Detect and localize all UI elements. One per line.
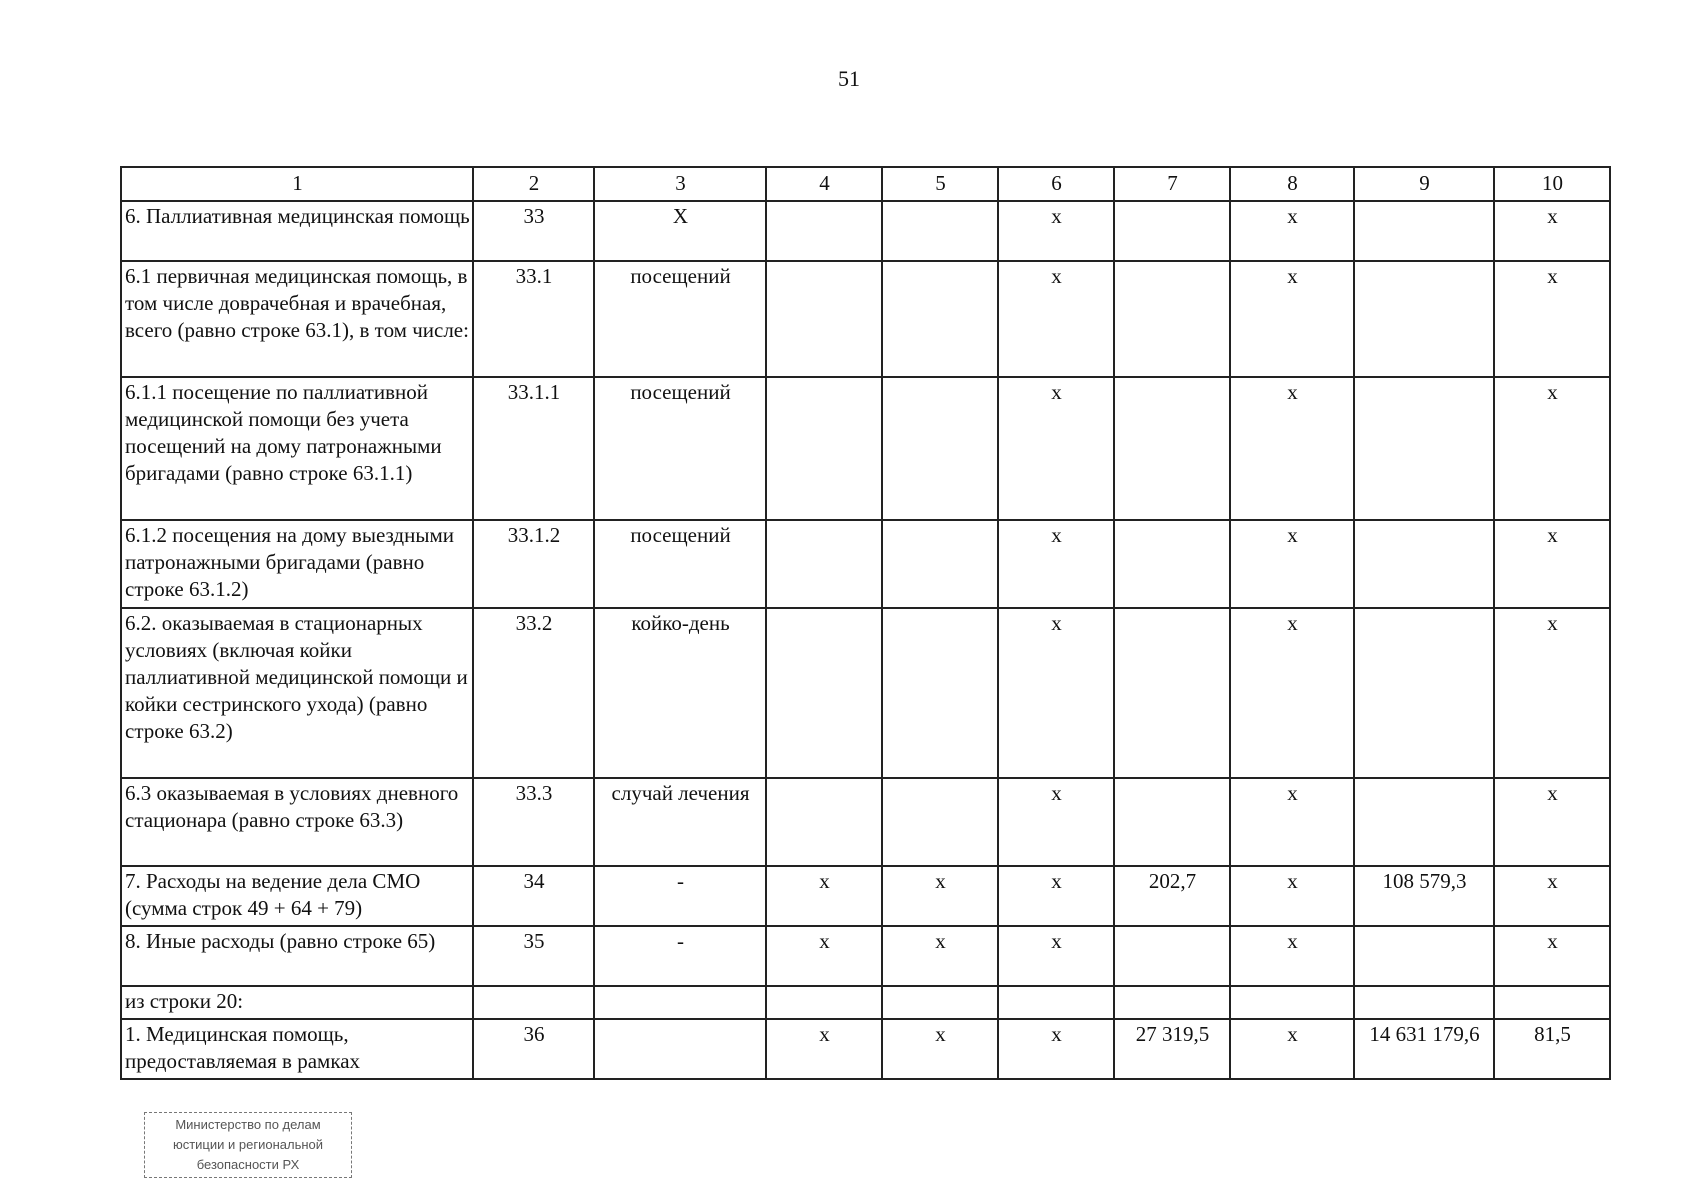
row-unit: - (594, 866, 766, 926)
table-cell (1354, 520, 1494, 608)
table-cell (1354, 986, 1494, 1019)
row-code: 33.1 (473, 261, 594, 377)
row-unit: койко-день (594, 608, 766, 778)
table-cell (882, 778, 998, 866)
row-unit: Х (594, 201, 766, 261)
table-cell (1354, 261, 1494, 377)
row-code: 36 (473, 1019, 594, 1079)
table-cell (1114, 778, 1230, 866)
col-header-8: 8 (1230, 167, 1354, 201)
table-cell: х (1494, 608, 1610, 778)
table-cell: х (998, 261, 1114, 377)
row-unit: - (594, 926, 766, 986)
table-cell: 108 579,3 (1354, 866, 1494, 926)
row-label: 6.1 первичная медицинская помощь, в том числе доврачебная и врачебная, всего (равно строке 63.1), в том числе: (121, 261, 473, 377)
table-cell (766, 261, 882, 377)
table-cell (1114, 377, 1230, 520)
table-row (121, 778, 1610, 866)
table-cell: х (998, 1019, 1114, 1079)
table-cell (766, 778, 882, 866)
table-cell: х (998, 866, 1114, 926)
table-cell: х (882, 866, 998, 926)
table-row (121, 377, 1610, 520)
table-cell: 81,5 (1494, 1019, 1610, 1079)
row-label: 6.2. оказываемая в стационарных условиях (включая койки паллиативной медицинской помощи и койки сестринского ухода) (равно строке 63.2) (121, 608, 473, 778)
table-cell (1114, 520, 1230, 608)
row-label: 6.1.1 посещение по паллиативной медицинской помощи без учета посещений на дому патронажными бригадами (равно строке 63.1.1) (121, 377, 473, 520)
table-cell: х (1230, 778, 1354, 866)
row-code: 33 (473, 201, 594, 261)
table-cell: х (998, 377, 1114, 520)
table-cell: х (1494, 866, 1610, 926)
table-cell: х (766, 866, 882, 926)
row-code: 33.1.1 (473, 377, 594, 520)
table-cell (766, 608, 882, 778)
col-header-1: 1 (121, 167, 473, 201)
table-cell: х (1494, 201, 1610, 261)
table-row (121, 201, 1610, 261)
row-label: 6.1.2 посещения на дому выездными патронажными бригадами (равно строке 63.1.2) (121, 520, 473, 608)
row-label: 8. Иные расходы (равно строке 65) (121, 926, 473, 986)
table-cell: 202,7 (1114, 866, 1230, 926)
table-cell (882, 986, 998, 1019)
table-row (121, 261, 1610, 377)
table-cell (882, 520, 998, 608)
table-cell (998, 986, 1114, 1019)
table-row (121, 986, 1610, 1019)
stamp-line: безопасности РХ (196, 1157, 300, 1172)
row-label: из строки 20: (121, 986, 473, 1019)
table-cell (882, 377, 998, 520)
table-cell (1494, 986, 1610, 1019)
table-cell (882, 608, 998, 778)
row-code: 33.3 (473, 778, 594, 866)
table-cell: х (1230, 201, 1354, 261)
table-cell: х (998, 201, 1114, 261)
table-cell (1354, 926, 1494, 986)
table-cell: х (1494, 377, 1610, 520)
row-unit (594, 1019, 766, 1079)
table-cell: х (766, 926, 882, 986)
row-code: 33.1.2 (473, 520, 594, 608)
table-cell (766, 201, 882, 261)
row-code: 33.2 (473, 608, 594, 778)
stamp-line: Министерство по делам (175, 1117, 321, 1132)
table-cell (1354, 778, 1494, 866)
table-cell: х (882, 926, 998, 986)
table-cell: х (998, 520, 1114, 608)
table-cell: х (998, 608, 1114, 778)
table-cell (1354, 201, 1494, 261)
table-cell: 27 319,5 (1114, 1019, 1230, 1079)
table-cell (1230, 986, 1354, 1019)
table-cell (766, 986, 882, 1019)
col-header-6: 6 (998, 167, 1114, 201)
table-cell: х (1494, 261, 1610, 377)
table-cell: х (998, 926, 1114, 986)
row-unit: посещений (594, 377, 766, 520)
row-label: 7. Расходы на ведение дела СМО (сумма строк 49 + 64 + 79) (121, 866, 473, 926)
table-cell: х (882, 1019, 998, 1079)
table-cell: х (998, 778, 1114, 866)
table-cell: 14 631 179,6 (1354, 1019, 1494, 1079)
table-row (121, 520, 1610, 608)
table-cell (1114, 261, 1230, 377)
row-unit: посещений (594, 520, 766, 608)
ministry-stamp (144, 1112, 352, 1178)
table-cell (882, 261, 998, 377)
table-cell (766, 520, 882, 608)
table-cell: х (1494, 926, 1610, 986)
row-label: 6.3 оказываемая в условиях дневного стационара (равно строке 63.3) (121, 778, 473, 866)
table-cell (766, 377, 882, 520)
row-code: 35 (473, 926, 594, 986)
table-cell: х (1230, 520, 1354, 608)
table-cell: х (1230, 608, 1354, 778)
table-cell (1114, 608, 1230, 778)
row-unit: посещений (594, 261, 766, 377)
row-unit (594, 986, 766, 1019)
row-code: 34 (473, 866, 594, 926)
row-unit: случай лечения (594, 778, 766, 866)
table-cell: х (1230, 1019, 1354, 1079)
table-cell (1114, 986, 1230, 1019)
table-cell (1354, 608, 1494, 778)
table-cell: х (1230, 926, 1354, 986)
table-cell: х (1230, 261, 1354, 377)
table-row (121, 926, 1610, 986)
table-cell (1354, 377, 1494, 520)
table-cell (882, 201, 998, 261)
table-cell: х (1230, 377, 1354, 520)
col-header-7: 7 (1114, 167, 1230, 201)
row-code (473, 986, 594, 1019)
table-cell: х (1230, 866, 1354, 926)
col-header-3: 3 (594, 167, 766, 201)
table-row (121, 866, 1610, 926)
table-cell: х (766, 1019, 882, 1079)
col-header-9: 9 (1354, 167, 1494, 201)
row-label: 1. Медицинская помощь, предоставляемая в рамках (121, 1019, 473, 1079)
col-header-5: 5 (882, 167, 998, 201)
table-cell (1114, 926, 1230, 986)
col-header-10: 10 (1494, 167, 1610, 201)
col-header-2: 2 (473, 167, 594, 201)
header-row (121, 167, 1610, 201)
page-number: 51 (838, 66, 860, 91)
table-row (121, 1019, 1610, 1079)
table-row (121, 608, 1610, 778)
table-cell (1114, 201, 1230, 261)
col-header-4: 4 (766, 167, 882, 201)
stamp-line: юстиции и региональной (172, 1137, 324, 1152)
table-cell: х (1494, 778, 1610, 866)
table-cell: х (1494, 520, 1610, 608)
data-table (120, 166, 1611, 1080)
row-label: 6. Паллиативная медицинская помощь (121, 201, 473, 261)
